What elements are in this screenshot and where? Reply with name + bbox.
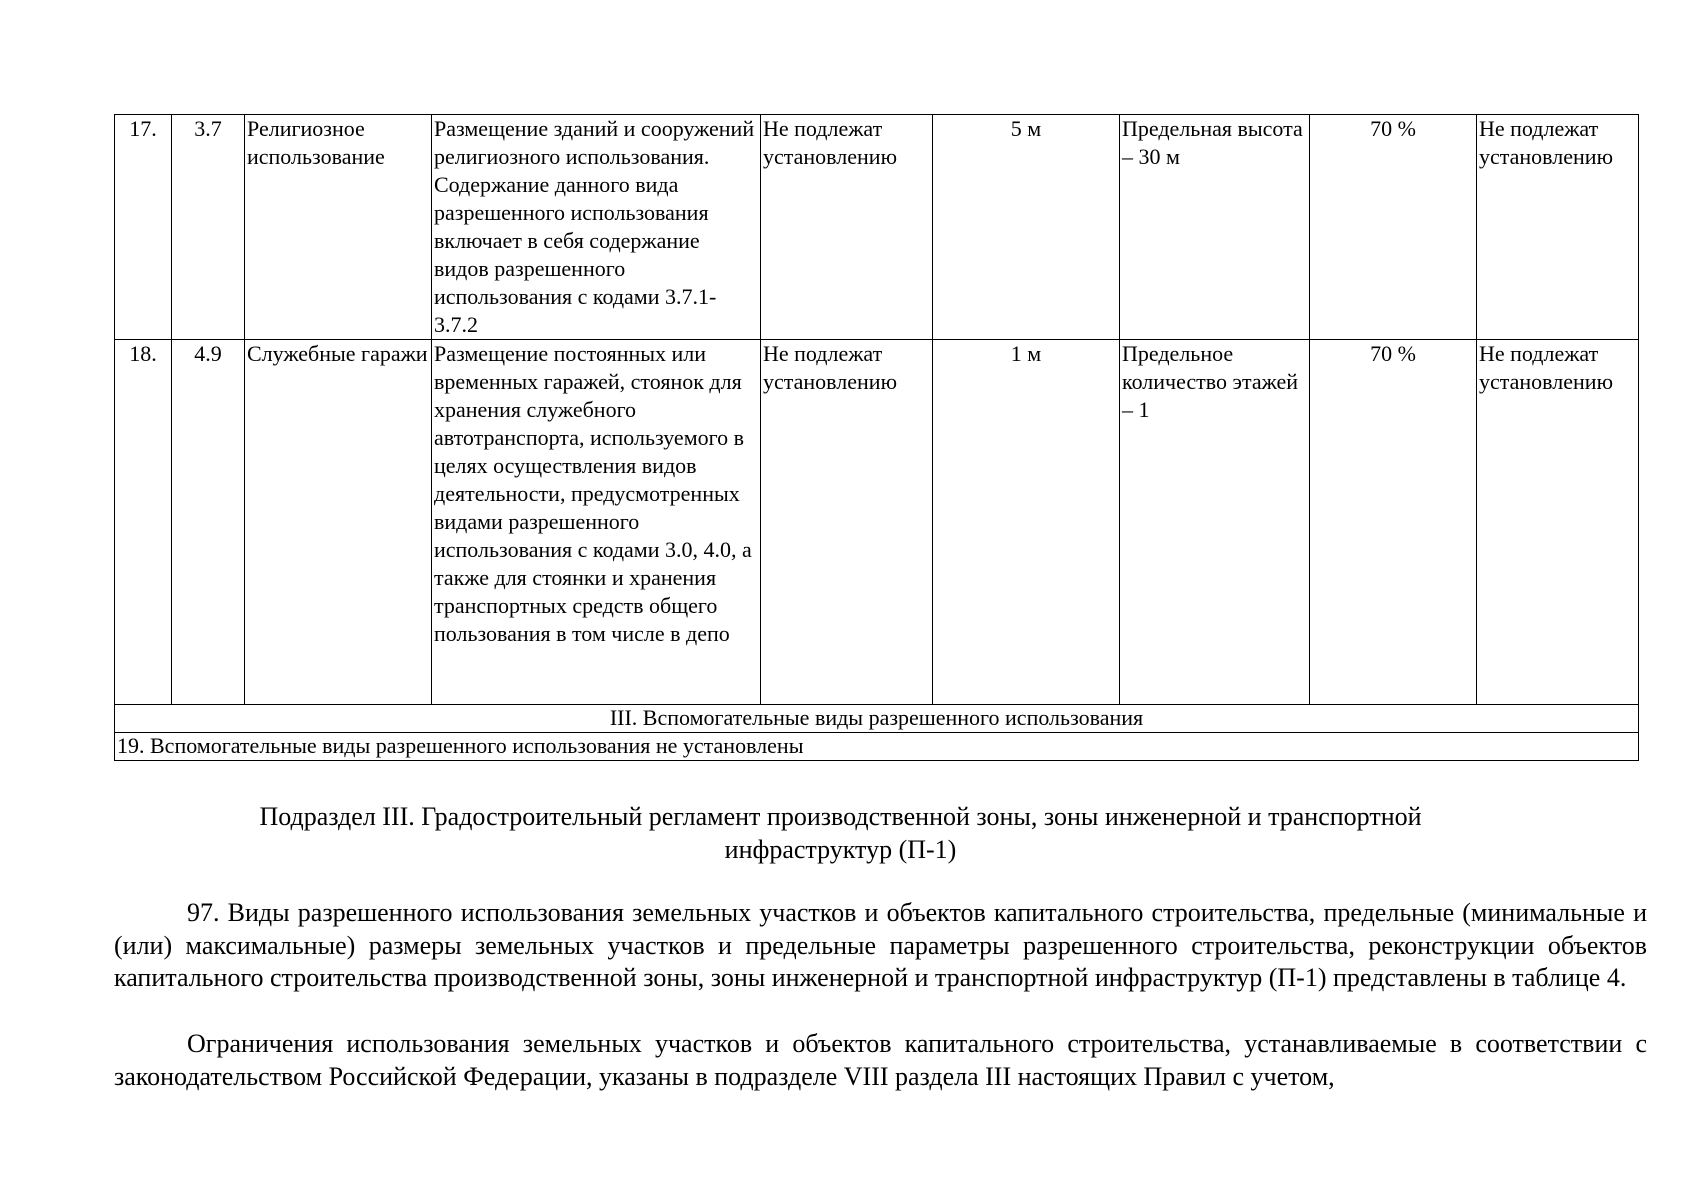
- row-setback: 1 м: [933, 340, 1120, 705]
- table-note-row: [115, 733, 1639, 761]
- note-row: 19. Вспомогательные виды разрешенного использования не установлены: [115, 733, 1639, 761]
- regulation-table: [114, 114, 1639, 761]
- heading-line-1: Подраздел III. Градостроительный регламент производственной зоны, зоны инженерной и транспортной: [259, 802, 1422, 831]
- section-header: III. Вспомогательные виды разрешенного использования: [115, 705, 1639, 733]
- row-code: 3.7: [172, 115, 245, 340]
- row-other-limits: Не подлежат установлению: [1477, 115, 1639, 340]
- paragraph-restrictions: Ограничения использования земельных участков и объектов капитального строительства, устанавливаемые в соответствии с законодательством Российской Федерации, указаны в подразделе VIII раздела III настоящих Правил с учетом,: [114, 1029, 1647, 1091]
- row-use-name: Религиозное использование: [245, 115, 432, 340]
- row-setback: 5 м: [933, 115, 1120, 340]
- row-description: Размещение постоянных или временных гаражей, стоянок для хранения служебного автотранспорта, используемого в целях осуществления видов деятельности, предусмотренных видами разрешенного использования с кодами 3.0, 4.0, а также для стоянки и хранения транспортных средств общего пользования в том числе в депо: [432, 340, 761, 705]
- heading-line-2: инфраструктур (П-1): [724, 835, 957, 864]
- paragraph-97: 97. Виды разрешенного использования земельных участков и объектов капитального строительства, предельные (минимальные и (или) максимальные) размеры земельных участков и предельные параметры разрешенного строительства, реконструкции объектов капитального строительства производственной зоны, зоны инженерной и транспортной инфраструктур (П-1) представлены в таблице 4.: [114, 898, 1647, 992]
- row-coverage: 70 %: [1310, 340, 1477, 705]
- row-other-limits: Не подлежат установлению: [1477, 340, 1639, 705]
- row-area-limits: Не подлежат установлению: [761, 115, 933, 340]
- subsection-heading: [114, 800, 1697, 866]
- row-coverage: 70 %: [1310, 115, 1477, 340]
- row-number: 17.: [115, 115, 172, 340]
- table-row: [115, 340, 1639, 705]
- table-section-header-row: [115, 705, 1639, 733]
- row-area-limits: Не подлежат установлению: [761, 340, 933, 705]
- table-row: [115, 115, 1639, 340]
- row-height-limit: Предельная высота – 30 м: [1120, 115, 1310, 340]
- row-description: Размещение зданий и сооружений религиозного использования. Содержание данного вида разрешенного использования включает в себя содержание видов разрешенного использования с кодами 3.7.1-3.7.2: [432, 115, 761, 340]
- row-code: 4.9: [172, 340, 245, 705]
- row-number: 18.: [115, 340, 172, 705]
- row-height-limit: Предельное количество этажей – 1: [1120, 340, 1310, 705]
- row-use-name: Служебные гаражи: [245, 340, 432, 705]
